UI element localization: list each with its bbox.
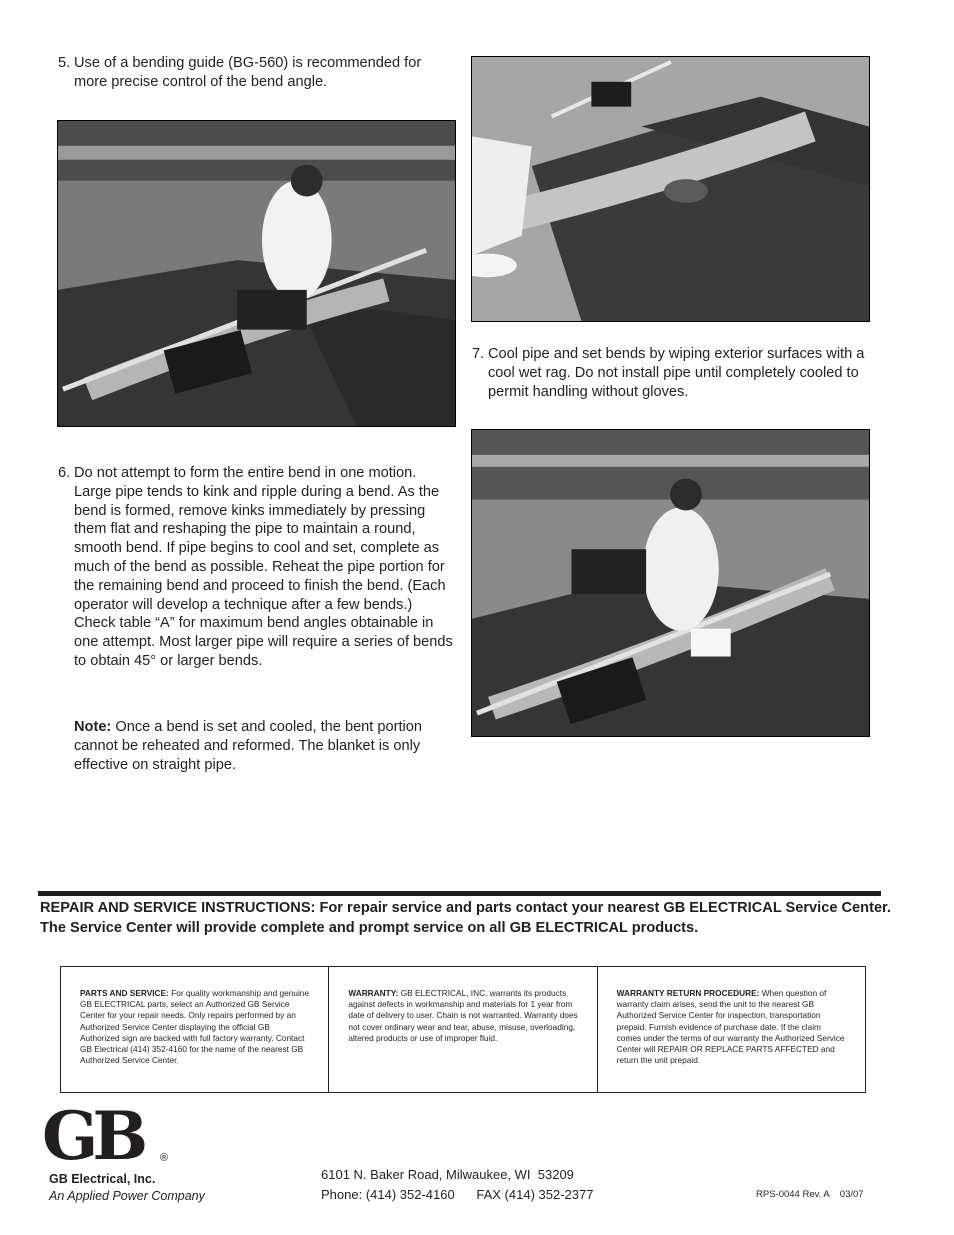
step-6 <box>58 464 456 671</box>
box-text: GB ELECTRICAL, INC. warrants its products against defects in workmanship and materials for 1 year from date of delivery to user. Chain is not warranted. Warranty does not cover ordinary wear and tear, abuse, misuse, overloading, altered products or use of improper fluid. <box>348 988 578 1043</box>
gb-logo <box>42 1103 172 1163</box>
section-divider <box>38 891 881 896</box>
parts-and-service-box <box>61 967 329 1092</box>
step-text: Do not attempt to form the entire bend in one motion. Large pipe tends to kink and ripple during a bend. As the bend is formed, remove kinks immediately by pressing them flat and reshaping the pipe to maintain a round, smooth bend. If pipe begins to cool and set, complete as much of the bend as possible. Reheat the pipe portion for the remaining bend and proceed to finish the bend. (Each operator will develop a technique after a few bends.) Check table “A” for maximum bend angles obtainable in one attempt. Most larger pipe will require a series of bends to obtain 45° or larger bends. <box>74 465 453 669</box>
box-label: PARTS AND SERVICE: <box>80 988 169 998</box>
service-boxes <box>60 966 866 1093</box>
logo-letters: GB <box>42 1103 143 1163</box>
repair-heading: REPAIR AND SERVICE INSTRUCTIONS: For repair service and parts contact your nearest GB ELECTRICAL Service Center. The Service Center will provide complete and prompt service on all GB ELECTRICAL products. <box>40 900 891 936</box>
step-number: 7. <box>472 346 485 362</box>
note-label: Note: <box>74 719 112 735</box>
address-block <box>321 1165 593 1204</box>
company-tagline: An Applied Power Company <box>49 1189 205 1203</box>
step-5 <box>58 54 458 92</box>
registered-mark: ® <box>160 1152 169 1163</box>
photo-wiping-pipe <box>471 429 870 737</box>
phone-fax: Phone: (414) 352-4160 FAX (414) 352-2377 <box>321 1186 594 1202</box>
note <box>58 718 438 774</box>
box-text: When question of warranty claim arises, send the unit to the nearest GB Authorized Service Center for inspection, transportation prepaid. Furnish evidence of purchase date. If the claim comes under the terms of our warranty the Authorized Service Center will REPAIR OR REPLACE PARTS AFFECTED and return the unit prepaid. <box>616 988 845 1066</box>
box-label: WARRANTY: <box>348 988 399 998</box>
note-text: Once a bend is set and cooled, the bent portion cannot be reheated and reformed. The blanket is only effective on straight pipe. <box>74 719 423 773</box>
company-name: GB Electrical, Inc. <box>49 1172 156 1186</box>
box-text: For quality workmanship and genuine GB ELECTRICAL parts, select an Authorized GB Service Center for your repair needs. Only repairs performed by an Authorized Service Center displaying the official GB Authorized sign are backed with full factory warranty. Contact GB Electrical (414) 352-4160 for the name of the nearest GB Authorized Service Center. <box>80 988 310 1066</box>
photo-cooling-pipe <box>471 56 870 322</box>
company-block <box>49 1171 205 1205</box>
box-label: WARRANTY RETURN PROCEDURE: <box>616 988 760 998</box>
street-address: 6101 N. Baker Road, Milwaukee, WI 53209 <box>321 1167 574 1182</box>
step-text: Use of a bending guide (BG-560) is recommended for more precise control of the bend angle. <box>74 55 422 90</box>
step-number: 6. <box>58 465 71 481</box>
warranty-box <box>329 967 597 1092</box>
photo-bending-guide <box>57 120 456 427</box>
step-7 <box>472 345 872 401</box>
warranty-return-box <box>598 967 865 1092</box>
step-number: 5. <box>58 55 71 71</box>
document-id: RPS-0044 Rev. A 03/07 <box>756 1189 864 1200</box>
step-text: Cool pipe and set bends by wiping exterior surfaces with a cool wet rag. Do not install pipe until completely cooled to permit handling without gloves. <box>488 346 865 400</box>
